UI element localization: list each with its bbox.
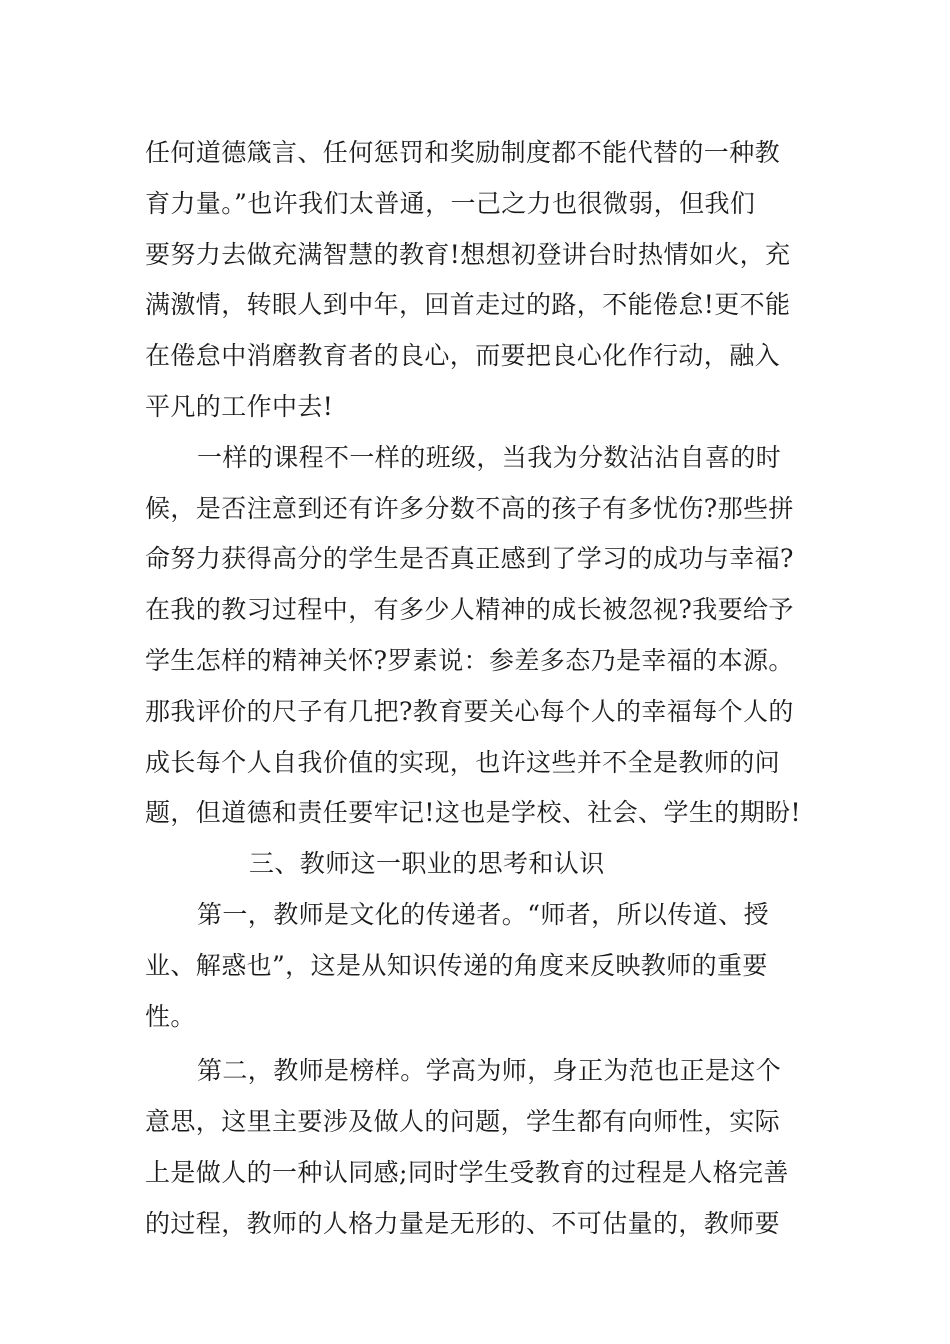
text-line: 育力量。”也许我们太普通，一己之力也很微弱，但我们 <box>145 188 756 218</box>
text-line: 意思，这里主要涉及做人的问题，学生都有向师性，实际 <box>145 1107 781 1137</box>
text-line: 的过程，教师的人格力量是无形的、不可估量的，教师要 <box>145 1208 781 1238</box>
text-line: 上是做人的一种认同感;同时学生受教育的过程是人格完善 <box>145 1157 789 1187</box>
text-line: 第一，教师是文化的传递者。“师者，所以传道、授 <box>197 899 769 929</box>
text-line: 满激情，转眼人到中年，回首走过的路，不能倦怠!更不能 <box>145 290 791 320</box>
text-line: 一样的课程不一样的班级，当我为分数沾沾自喜的时 <box>197 442 782 472</box>
text-line: 性。 <box>145 1001 196 1031</box>
text-line: 题，但道德和责任要牢记!这也是学校、社会、学生的期盼! <box>145 798 801 828</box>
document-page <box>145 128 810 1250</box>
paragraph <box>145 890 810 1042</box>
text-line: 成长每个人自我价值的实现，也许这些并不全是教师的问 <box>145 747 781 777</box>
text-line: 在我的教习过程中，有多少人精神的成长被忽视?我要给予 <box>145 595 794 625</box>
text-line: 任何道德箴言、任何惩罚和奖励制度都不能代替的一种教 <box>145 138 781 167</box>
text-line: 那我评价的尺子有几把?教育要关心每个人的幸福每个人的 <box>145 696 794 726</box>
text-line: 候，是否注意到还有许多分数不高的孩子有多忧伤?那些拼 <box>145 493 794 523</box>
text-line: 学生怎样的精神关怀?罗素说：参差多态乃是幸福的本源。 <box>145 645 794 675</box>
text-line: 第二，教师是榜样。学高为师，身正为范也正是这个 <box>197 1056 782 1086</box>
text-line: 平凡的工作中去! <box>145 391 334 421</box>
paragraph <box>145 433 810 839</box>
text-line: 要努力去做充满智慧的教育!想想初登讲台时热情如火，充 <box>145 239 791 269</box>
paragraph <box>145 128 810 433</box>
text-line: 在倦怠中消磨教育者的良心，而要把良心化作行动，融入 <box>145 341 781 371</box>
text-line: 命努力获得高分的学生是否真正感到了学习的成功与幸福? <box>145 544 794 574</box>
paragraph <box>145 1046 810 1249</box>
section-heading: 三、教师这一职业的思考和认识 <box>249 849 605 879</box>
text-line: 业、解惑也”，这是从知识传递的角度来反映教师的重要 <box>145 950 768 980</box>
